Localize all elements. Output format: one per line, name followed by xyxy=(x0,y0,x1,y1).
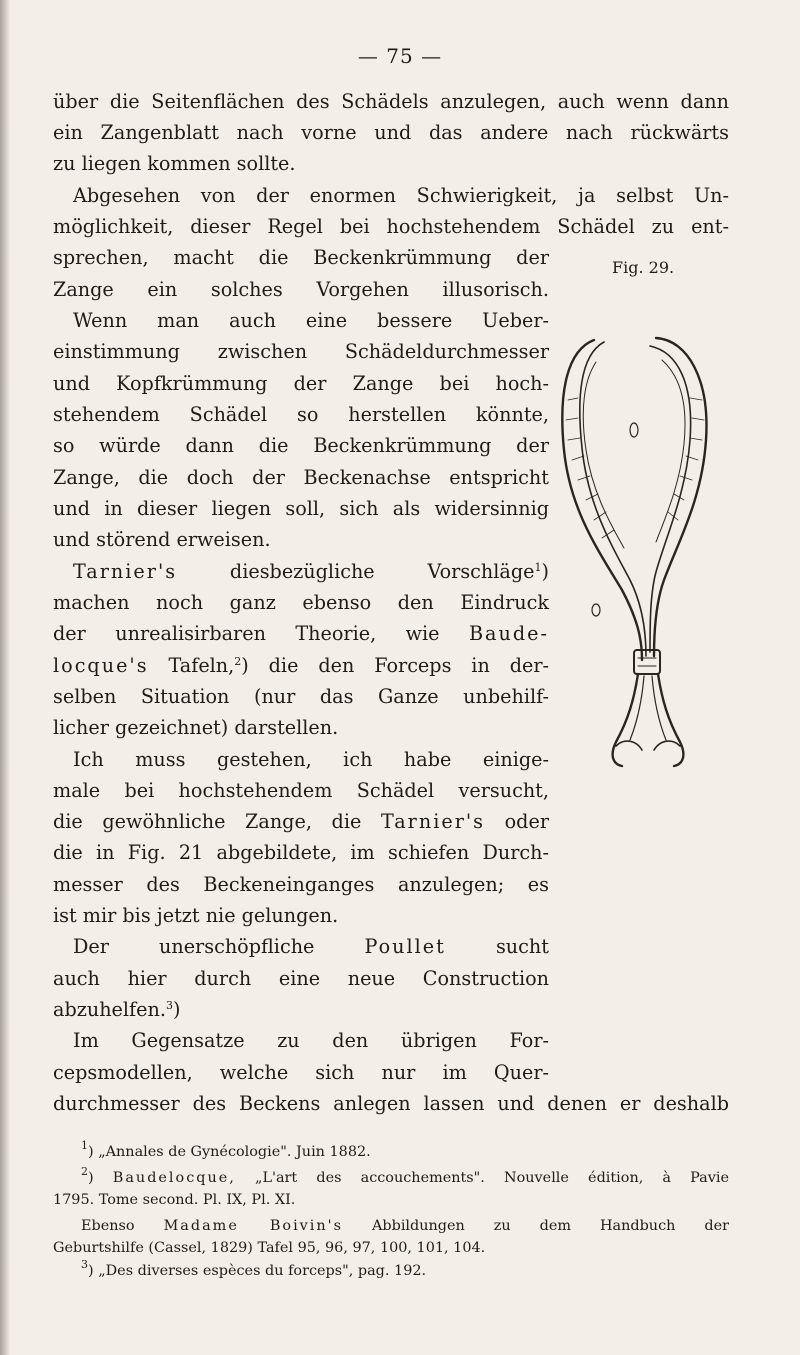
text-fragment: ) xyxy=(172,998,181,1021)
footnote-1 xyxy=(53,1139,729,1160)
forceps-right-handle xyxy=(658,674,683,766)
footnote-ref: 2 xyxy=(234,655,242,668)
author-name-baudelocque-cont: locque's xyxy=(53,654,149,677)
footnote-text: ) „Des diverses espèces du forceps", pag. 192. xyxy=(88,1263,427,1279)
forceps-marker xyxy=(630,423,638,437)
footnote-ref: 1 xyxy=(534,561,542,574)
footnote-2-extra-cont: Geburtshilfe (Cassel, 1829) Tafel 95, 96, 97, 100, 101, 104. xyxy=(53,1240,486,1256)
author-name-baudelocque: Baude- xyxy=(468,622,549,645)
footnote-text: „L'art des accouchements". Nouvelle édition, à Pavie xyxy=(255,1170,730,1186)
text-line xyxy=(53,656,549,675)
forceps-left-blade-inner xyxy=(580,342,646,656)
text-line xyxy=(53,624,549,643)
text-line: ist mir bis jetzt nie gelungen. xyxy=(53,904,339,927)
forceps-lock xyxy=(634,650,660,674)
forceps-hatching xyxy=(668,398,704,520)
text-line: sprechen, macht die Beckenkrümmung der xyxy=(53,246,549,269)
footnote-3 xyxy=(53,1258,729,1279)
text-line: Zange ein solches Vorgehen illusorisch. xyxy=(53,278,549,301)
text-line xyxy=(53,812,549,831)
text-line: einstimmung zwischen Schädeldurchmesser xyxy=(53,340,549,363)
text-line: male bei hochstehendem Schädel versucht, xyxy=(53,779,549,802)
text-line: Ich muss gestehen, ich habe einige- xyxy=(73,748,549,771)
text-line: und Kopfkrümmung der Zange bei hoch- xyxy=(53,372,549,395)
text-line: so würde dann die Beckenkrümmung der xyxy=(53,434,549,457)
forceps-left-blade xyxy=(562,340,642,660)
page-number: — 75 — xyxy=(357,44,443,68)
text-fragment: sucht xyxy=(495,935,549,958)
text-line xyxy=(53,562,549,581)
footnote-number: 2 xyxy=(81,1165,88,1178)
text-fragment: ) xyxy=(541,560,549,583)
text-fragment: oder xyxy=(504,810,549,833)
footnote-number: 1 xyxy=(81,1139,88,1152)
footnote-2-extra xyxy=(53,1219,729,1233)
forceps-left-handle xyxy=(613,674,638,766)
text-line: machen noch ganz ebenso den Eindruck xyxy=(53,591,549,614)
footnote-text: ) „Annales de Gynécologie". Juin 1882. xyxy=(88,1144,371,1160)
footnote-ref: 3 xyxy=(165,999,173,1012)
text-line: stehendem Schädel so herstellen könnte, xyxy=(53,403,549,426)
text-line: über die Seitenflächen des Schädels anzulegen, auch wenn dann xyxy=(53,90,729,113)
text-line xyxy=(53,937,549,956)
footnote-2 xyxy=(53,1165,730,1186)
text-line: und störend erweisen. xyxy=(53,528,271,551)
text-line: die in Fig. 21 abgebildete, im schiefen Durch- xyxy=(53,841,549,864)
text-line: selben Situation (nur das Ganze unbehilf- xyxy=(53,685,549,708)
text-fragment: abzuhelfen. xyxy=(53,998,166,1021)
forceps-right-blade-inner xyxy=(650,346,691,652)
text-fragment: der unrealisirbaren Theorie, wie xyxy=(53,622,440,645)
forceps-grip xyxy=(616,741,680,750)
text-line: Abgesehen von der enormen Schwierigkeit, ja selbst Un- xyxy=(73,184,729,207)
footnote-text: Ebenso xyxy=(81,1218,135,1234)
footnote-number: 3 xyxy=(81,1258,88,1271)
author-name-boivin: Madame Boivin's xyxy=(163,1218,344,1234)
text-line: Wenn man auch eine bessere Ueber- xyxy=(73,309,549,332)
text-line: licher gezeichnet) darstellen. xyxy=(53,716,339,739)
forceps-figure xyxy=(538,280,728,775)
page-binding-edge xyxy=(0,0,10,1355)
footnote-text: Abbildungen zu dem Handbuch der xyxy=(372,1218,730,1234)
forceps-right-blade-fenestra xyxy=(656,360,685,542)
text-line: cepsmodellen, welche sich nur im Quer- xyxy=(53,1061,549,1084)
forceps-marker xyxy=(592,604,600,616)
text-fragment: diesbezügliche Vorschläge xyxy=(229,560,535,583)
footnote-2-cont: 1795. Tome second. Pl. IX, Pl. XI. xyxy=(53,1192,296,1208)
text-line: und in dieser liegen soll, sich als widersinnig xyxy=(53,497,549,520)
footnote-text: ) xyxy=(88,1170,94,1186)
text-fragment: Tafeln, xyxy=(168,654,235,677)
author-name-poullet: Poullet xyxy=(364,935,446,958)
text-line: ein Zangenblatt nach vorne und das andere nach rückwärts xyxy=(53,121,729,144)
text-line: auch hier durch eine neue Construction xyxy=(53,967,549,990)
text-fragment: die gewöhnliche Zange, die xyxy=(53,810,362,833)
text-line: möglichkeit, dieser Regel bei hochstehendem Schädel zu ent- xyxy=(53,215,729,238)
author-name-tarnier: Tarnier's xyxy=(380,810,485,833)
forceps-left-blade-fenestra xyxy=(583,362,624,548)
text-line: Zange, die doch der Beckenachse entspricht xyxy=(53,466,549,489)
figure-label: Fig. 29. xyxy=(612,258,675,277)
text-line: durchmesser des Beckens anlegen lassen und denen er deshalb xyxy=(53,1092,729,1115)
author-name-baudelocque: Baudelocque, xyxy=(112,1170,236,1186)
text-fragment: ) die den Forceps in der- xyxy=(241,654,549,677)
text-line: zu liegen kommen sollte. xyxy=(53,152,296,175)
text-fragment: Der unerschöpfliche xyxy=(73,935,315,958)
text-line xyxy=(53,1000,549,1019)
text-line: messer des Beckeneinganges anzulegen; es xyxy=(53,873,549,896)
author-name-tarnier: Tarnier's xyxy=(73,560,178,583)
text-line: Im Gegensatze zu den übrigen For- xyxy=(73,1029,549,1052)
